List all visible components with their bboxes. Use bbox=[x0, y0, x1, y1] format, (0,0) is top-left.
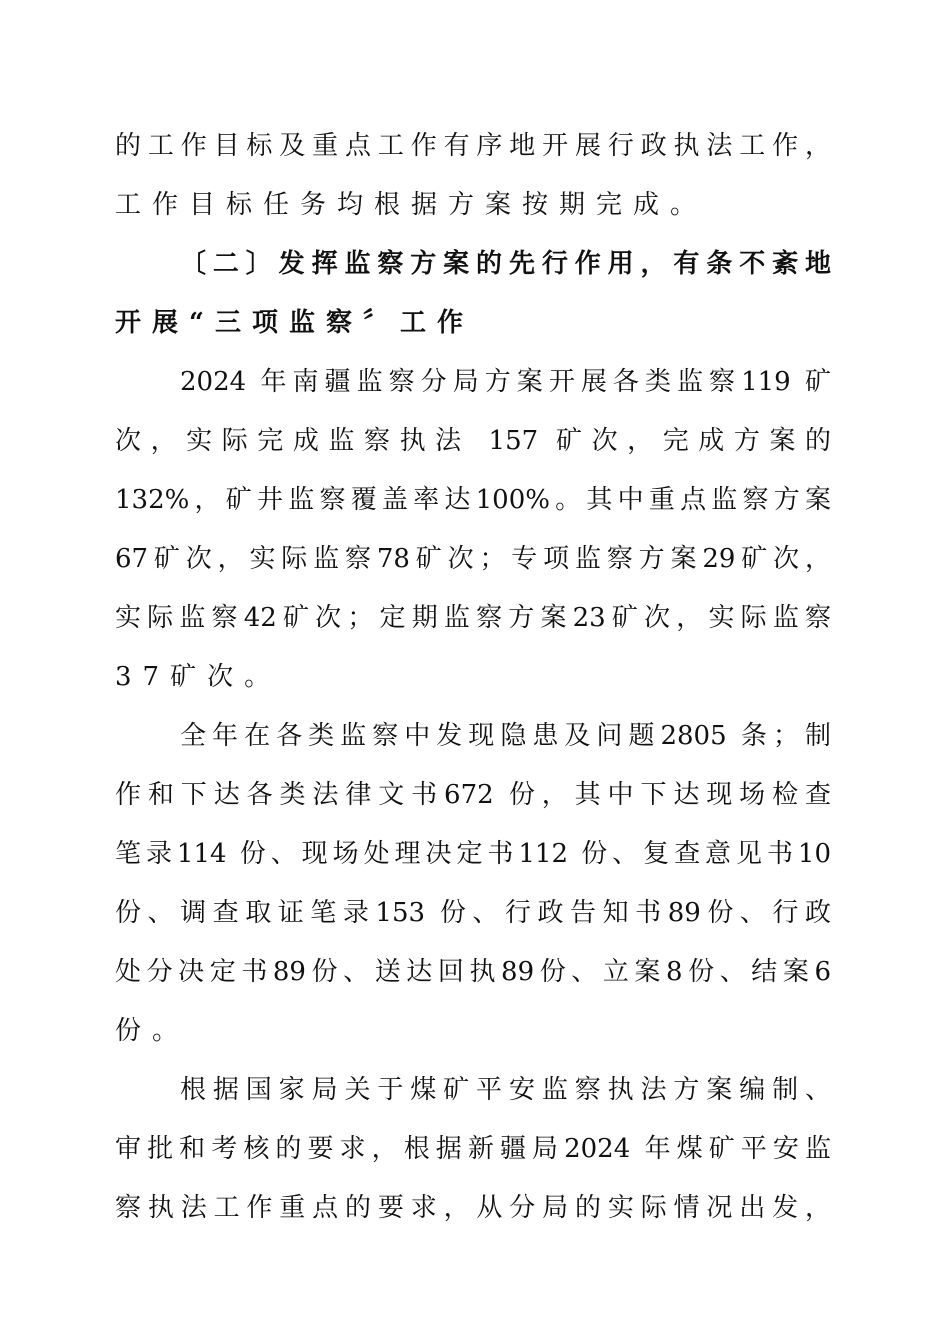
body-text-line: 处分决定书89份、送达回执89份、立案8份、结案6 bbox=[115, 957, 831, 987]
body-text-line: 根据国家局关于煤矿平安监察执法方案编制、 bbox=[180, 1075, 831, 1105]
body-text-line: 37矿次。 bbox=[115, 662, 282, 692]
section-heading-line: 〔二〕发挥监察方案的先行作用，有条不紊地 bbox=[180, 249, 831, 279]
body-text-line: 2024 年南疆监察分局方案开展各类监察119 矿 bbox=[180, 367, 831, 397]
section-heading-line: 开展“三项监察〞工作 bbox=[115, 308, 474, 338]
body-text-line: 审批和考核的要求，根据新疆局2024 年煤矿平安监 bbox=[115, 1134, 831, 1164]
body-text-line: 作和下达各类法律文书672 份，其中下达现场检查 bbox=[115, 780, 831, 810]
body-text-line: 的工作目标及重点工作有序地开展行政执法工作， bbox=[115, 131, 831, 161]
body-text-line: 次，实际完成监察执法 157 矿次，完成方案的 bbox=[115, 426, 831, 456]
body-text-line: 132%，矿井监察覆盖率达100%。其中重点监察方案 bbox=[115, 485, 831, 515]
body-text-line: 67矿次，实际监察78矿次；专项监察方案29矿次， bbox=[115, 544, 831, 574]
body-text-line: 全年在各类监察中发现隐患及问题2805 条；制 bbox=[180, 721, 831, 751]
body-text-line: 工作目标任务均根据方案按期完成。 bbox=[115, 190, 708, 220]
body-text-line: 实际监察42矿次；定期监察方案23矿次，实际监察 bbox=[115, 603, 831, 633]
body-text-line: 份。 bbox=[115, 1016, 190, 1046]
body-text-line: 份、调查取证笔录153 份、行政告知书89份、行政 bbox=[115, 898, 831, 928]
body-text-line: 察执法工作重点的要求，从分局的实际情况出发， bbox=[115, 1193, 831, 1223]
body-text-line: 笔录114 份、现场处理决定书112 份、复查意见书10 bbox=[115, 839, 831, 869]
